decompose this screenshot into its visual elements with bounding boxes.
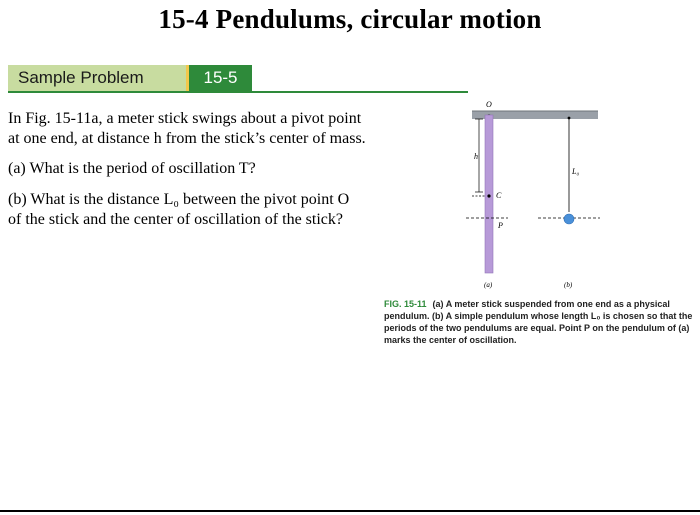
label-p: P xyxy=(498,221,503,230)
label-c: C xyxy=(496,191,502,200)
problem-line-1: In Fig. 15-11a, a meter stick swings about a pivot point xyxy=(8,110,362,127)
problem-part-a: (a) What is the period of oscillation T? xyxy=(8,160,256,177)
center-of-mass-point xyxy=(487,194,490,197)
problem-line-2: at one end, at distance h from the stick’s center of mass. xyxy=(8,130,366,147)
figure-caption xyxy=(384,298,696,346)
label-sub-b: (b) xyxy=(564,281,573,289)
label-l0: L₀ xyxy=(572,167,580,176)
label-o: O xyxy=(486,100,492,109)
label-h: h xyxy=(474,152,478,161)
meter-stick xyxy=(485,115,493,273)
figure-caption-text: (a) A meter stick suspended from one end as a physical pendulum. (b) A simple pendulum whose length L₀ is chosen so that the periods of the two pendulums are equal. Point P on the pendulum of (a) marks the center of oscillation. xyxy=(384,299,693,345)
bottom-rule xyxy=(0,510,700,512)
figure-caption-label: FIG. 15-11 xyxy=(384,299,427,309)
pendulum-figure xyxy=(460,95,700,295)
sample-problem-rule xyxy=(8,91,468,93)
label-sub-a: (a) xyxy=(484,281,493,289)
pendulum-attach-point xyxy=(568,117,571,120)
sample-problem-header xyxy=(8,65,252,91)
sample-problem-number: 15-5 xyxy=(186,65,252,91)
problem-part-b-line-1: (b) What is the distance L₀ between the pivot point O xyxy=(8,191,350,208)
pendulum-bob xyxy=(564,214,574,224)
sample-problem-label: Sample Problem xyxy=(8,65,186,91)
problem-part-b-line-2: of the stick and the center of oscillation of the stick? xyxy=(8,211,343,228)
page-title: 15-4 Pendulums, circular motion xyxy=(158,4,542,34)
